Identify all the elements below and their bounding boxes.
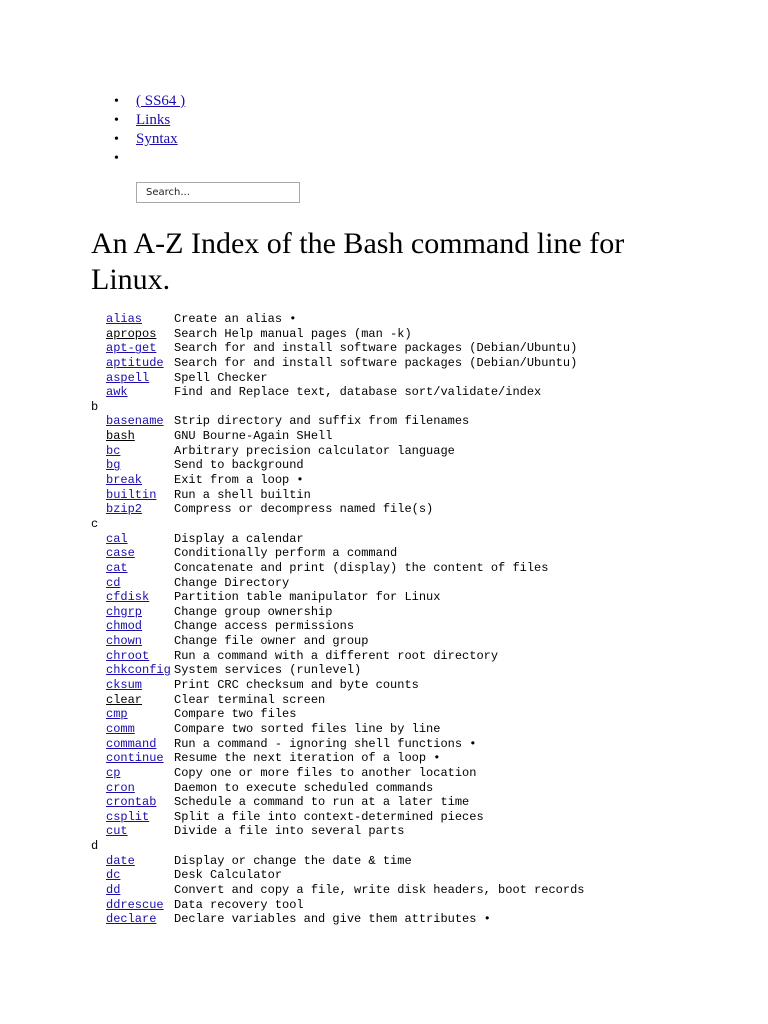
index-row	[91, 576, 584, 591]
command-cell	[106, 619, 174, 634]
command-cell	[106, 737, 174, 752]
command-description: Compress or decompress named file(s)	[174, 502, 434, 517]
command-link[interactable]: apt-get	[106, 341, 157, 356]
command-cell	[106, 458, 174, 473]
command-description: Resume the next iteration of a loop •	[174, 751, 441, 766]
index-row	[91, 649, 584, 664]
index-row	[91, 561, 584, 576]
command-link[interactable]: bc	[106, 443, 121, 458]
command-link[interactable]: cut	[106, 824, 128, 839]
command-link[interactable]: break	[106, 473, 143, 488]
command-cell	[106, 473, 174, 488]
index-row	[91, 810, 584, 825]
command-description: Copy one or more files to another location	[174, 765, 477, 780]
command-cell	[106, 649, 174, 664]
command-cell	[106, 532, 174, 547]
command-description: Divide a file into several parts	[174, 824, 405, 839]
command-cell	[106, 810, 174, 825]
index-row	[91, 707, 584, 722]
index-row	[91, 781, 584, 796]
command-link[interactable]: bzip2	[106, 502, 143, 517]
index-letter-heading: d	[91, 839, 99, 854]
index-row	[91, 488, 584, 503]
index-row	[91, 458, 584, 473]
command-link[interactable]: aptitude	[106, 355, 164, 370]
index-row	[91, 693, 584, 708]
command-cell	[106, 912, 174, 927]
command-cell	[106, 385, 174, 400]
index-row	[91, 751, 584, 766]
command-cell	[106, 678, 174, 693]
command-link[interactable]: awk	[106, 385, 128, 400]
command-description: Daemon to execute scheduled commands	[174, 780, 434, 795]
command-link[interactable]: dc	[106, 868, 121, 883]
command-link[interactable]: continue	[106, 751, 164, 766]
command-cell	[106, 327, 174, 342]
index-row	[91, 414, 584, 429]
command-cell	[106, 605, 174, 620]
command-link[interactable]: chmod	[106, 619, 143, 634]
command-link[interactable]: cal	[106, 531, 128, 546]
command-link[interactable]: chroot	[106, 648, 150, 663]
index-row	[91, 619, 584, 634]
index-letter-heading: b	[91, 399, 99, 414]
command-description: Display or change the date & time	[174, 853, 412, 868]
index-row	[91, 824, 584, 839]
command-cell	[106, 444, 174, 459]
index-letter-heading: c	[91, 516, 99, 531]
command-description: Schedule a command to run at a later time	[174, 795, 470, 810]
command-description: Print CRC checksum and byte counts	[174, 678, 419, 693]
command-link[interactable]: case	[106, 546, 135, 561]
command-description: Exit from a loop •	[174, 473, 304, 488]
index-row	[91, 371, 584, 386]
command-description: Conditionally perform a command	[174, 546, 398, 561]
command-description: Run a command with a different root directory	[174, 648, 499, 663]
index-row	[91, 795, 584, 810]
command-link[interactable]: crontab	[106, 795, 157, 810]
command-link[interactable]: csplit	[106, 809, 150, 824]
command-link[interactable]: chown	[106, 634, 143, 649]
nav-item	[110, 111, 185, 130]
index-row	[91, 532, 584, 547]
command-description: Find and Replace text, database sort/validate/index	[174, 385, 542, 400]
index-row	[91, 678, 584, 693]
index-row	[91, 912, 584, 927]
command-link[interactable]: cksum	[106, 678, 143, 693]
command-link[interactable]: cp	[106, 765, 121, 780]
command-cell	[106, 883, 174, 898]
command-description: Compare two sorted files line by line	[174, 721, 441, 736]
page-title: An A-Z Index of the Bash command line for Linux.	[91, 227, 625, 296]
index-row	[91, 766, 584, 781]
command-description: Change access permissions	[174, 619, 355, 634]
index-row	[91, 385, 584, 400]
command-link[interactable]: declare	[106, 912, 157, 927]
nav-link[interactable]: ( SS64 )	[136, 93, 186, 109]
index-row	[91, 854, 584, 869]
search-input[interactable]	[136, 182, 300, 203]
index-row	[91, 429, 584, 444]
command-cell	[106, 341, 174, 356]
index-row	[91, 868, 584, 883]
command-description: Search for and install software packages (Debian/Ubuntu)	[174, 341, 578, 356]
command-link[interactable]: cd	[106, 575, 121, 590]
command-cell	[106, 356, 174, 371]
command-description: Display a calendar	[174, 531, 304, 546]
command-description: Change group ownership	[174, 604, 333, 619]
command-cell	[106, 751, 174, 766]
command-link[interactable]: dd	[106, 882, 121, 897]
command-name: bash	[106, 429, 135, 444]
command-description: Desk Calculator	[174, 868, 283, 883]
command-link[interactable]: builtin	[106, 487, 157, 502]
command-name: clear	[106, 692, 143, 707]
command-cell	[106, 868, 174, 883]
command-cell	[106, 371, 174, 386]
command-description: Create an alias •	[174, 312, 297, 326]
command-description: Strip directory and suffix from filenames	[174, 414, 470, 429]
command-description: Partition table manipulator for Linux	[174, 590, 441, 605]
command-cell	[106, 634, 174, 649]
command-cell	[106, 722, 174, 737]
command-description: System services (runlevel)	[174, 663, 362, 678]
command-link[interactable]: chgrp	[106, 604, 143, 619]
command-cell	[106, 663, 174, 678]
command-description: Spell Checker	[174, 370, 268, 385]
command-description: Run a shell builtin	[174, 487, 311, 502]
command-cell	[106, 576, 174, 591]
command-link[interactable]: cmp	[106, 707, 128, 722]
command-link[interactable]: chkconfig	[106, 663, 171, 678]
command-name: apropos	[106, 326, 157, 341]
nav-item	[110, 149, 185, 168]
command-cell	[106, 854, 174, 869]
command-index	[91, 312, 584, 927]
command-cell	[106, 546, 174, 561]
index-row	[91, 590, 584, 605]
index-row	[91, 722, 584, 737]
command-cell	[106, 707, 174, 722]
command-cell	[106, 795, 174, 810]
index-row	[91, 502, 584, 517]
command-cell	[106, 502, 174, 517]
command-cell	[106, 590, 174, 605]
index-row	[91, 663, 584, 678]
command-description: Declare variables and give them attributes •	[174, 912, 491, 927]
nav-link[interactable]: Syntax	[136, 131, 178, 147]
command-description: Arbitrary precision calculator language	[174, 443, 455, 458]
command-description: Clear terminal screen	[174, 692, 326, 707]
command-cell	[106, 561, 174, 576]
command-cell	[106, 414, 174, 429]
command-link[interactable]: alias	[106, 312, 143, 326]
command-link[interactable]: cfdisk	[106, 590, 150, 605]
index-row	[91, 898, 584, 913]
nav-item	[110, 92, 185, 111]
index-row	[91, 356, 584, 371]
index-row	[91, 737, 584, 752]
command-cell	[106, 766, 174, 781]
command-description: Compare two files	[174, 707, 297, 722]
index-row	[91, 312, 584, 327]
nav-item	[110, 130, 185, 149]
command-description: Search Help manual pages (man -k)	[174, 326, 412, 341]
command-description: Data recovery tool	[174, 897, 304, 912]
command-link[interactable]: command	[106, 736, 157, 751]
command-cell	[106, 693, 174, 708]
index-row	[91, 327, 584, 342]
command-description: Concatenate and print (display) the content of files	[174, 560, 549, 575]
command-link[interactable]: comm	[106, 721, 135, 736]
command-link[interactable]: cat	[106, 560, 128, 575]
index-row	[91, 473, 584, 488]
top-nav	[110, 92, 185, 168]
command-link[interactable]: date	[106, 853, 135, 868]
index-row	[91, 444, 584, 459]
command-link[interactable]: ddrescue	[106, 897, 164, 912]
command-cell	[106, 824, 174, 839]
index-row	[91, 634, 584, 649]
nav-link[interactable]: Links	[136, 112, 171, 128]
index-row	[91, 341, 584, 356]
command-link[interactable]: cron	[106, 780, 135, 795]
command-description: Search for and install software packages (Debian/Ubuntu)	[174, 355, 578, 370]
command-cell	[106, 312, 174, 327]
command-link[interactable]: aspell	[106, 370, 150, 385]
command-description: Change file owner and group	[174, 634, 369, 649]
command-description: Send to background	[174, 458, 304, 473]
index-row	[91, 883, 584, 898]
command-cell	[106, 781, 174, 796]
command-description: Convert and copy a file, write disk headers, boot records	[174, 882, 585, 897]
command-link[interactable]: bg	[106, 458, 121, 473]
command-description: Change Directory	[174, 575, 290, 590]
command-cell	[106, 429, 174, 444]
command-description: Run a command - ignoring shell functions •	[174, 736, 477, 751]
command-link[interactable]: basename	[106, 414, 164, 429]
command-cell	[106, 488, 174, 503]
command-cell	[106, 898, 174, 913]
index-row	[91, 605, 584, 620]
command-description: GNU Bourne-Again SHell	[174, 429, 333, 444]
command-description: Split a file into context-determined pieces	[174, 809, 484, 824]
index-row	[91, 546, 584, 561]
